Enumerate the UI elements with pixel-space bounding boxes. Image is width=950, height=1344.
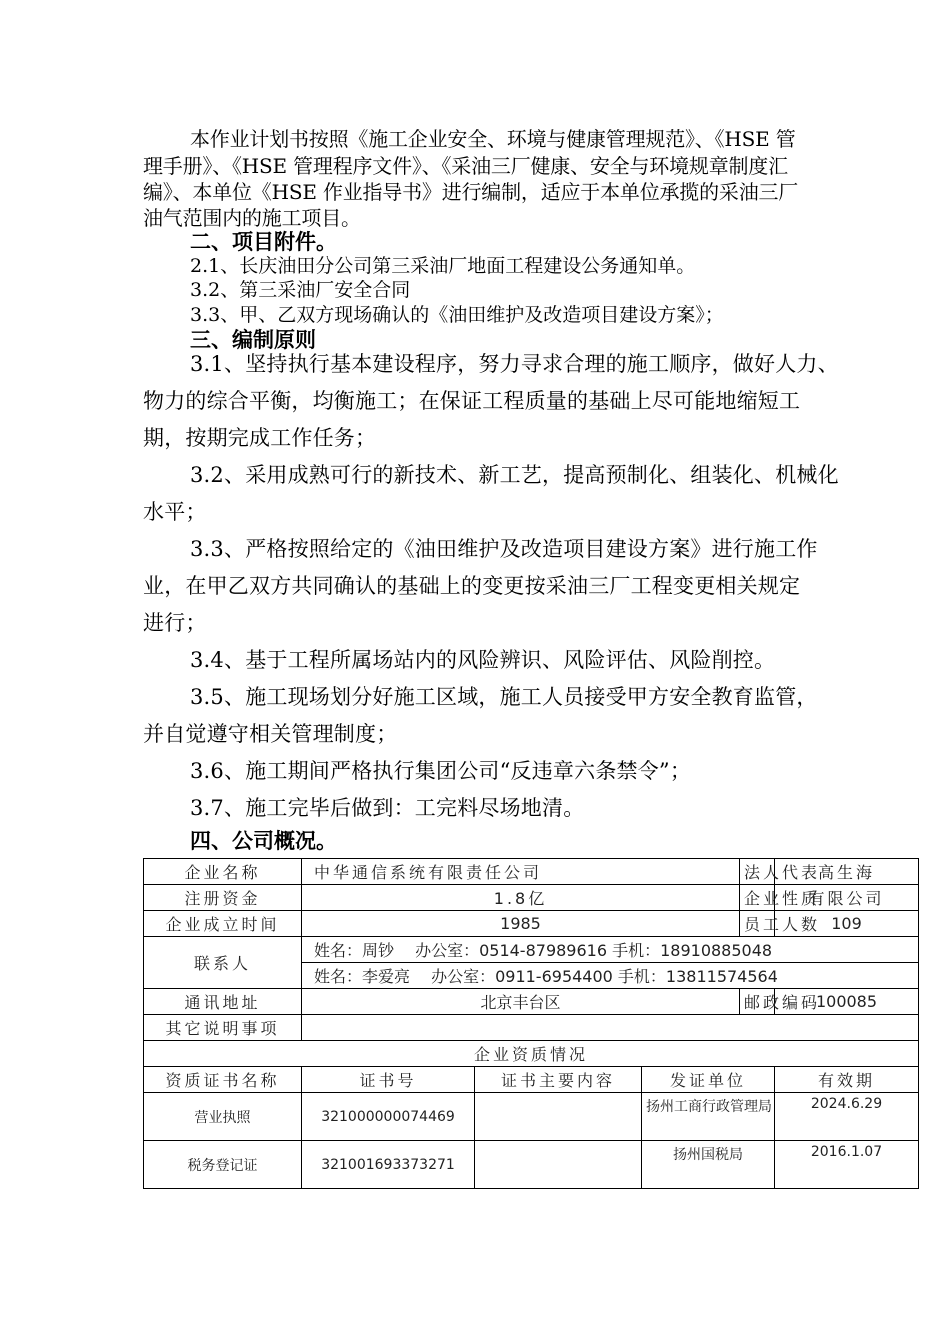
capital-label: 注册资金 xyxy=(144,885,302,911)
other-notes-label: 其它说明事项 xyxy=(144,1015,302,1041)
company-name-value: 中华通信系统有限责任公司 xyxy=(302,859,740,885)
intro-line-1: 本作业计划书按照《施工企业安全、环境与健康管理规范》、《HSE 管 xyxy=(190,127,796,151)
company-info-table xyxy=(143,858,919,1189)
intro-line-4: 油气范围内的施工项目。 xyxy=(143,206,361,230)
section-4-heading: 四、公司概况。 xyxy=(190,829,337,853)
staff-value: 109 xyxy=(775,911,919,937)
qual-header-name: 资质证书名称 xyxy=(144,1067,302,1093)
qual-header-valid: 有效期 xyxy=(775,1067,919,1093)
section-3-line: 水平； xyxy=(143,500,207,524)
section-3-line: 期，按期完成工作任务； xyxy=(143,426,377,450)
qual-cert-valid: 2016.1.07 xyxy=(775,1141,919,1189)
section-3-line: 业，在甲乙双方共同确认的基础上的变更按采油三厂工程变更相关规定 xyxy=(143,574,801,598)
qual-cert-content xyxy=(475,1141,642,1189)
qualification-title: 企业资质情况 xyxy=(144,1041,919,1067)
postcode-label: 邮政编码 xyxy=(740,989,775,1015)
section-2-heading: 二、项目附件。 xyxy=(190,230,337,254)
company-name-label: 企业名称 xyxy=(144,859,302,885)
intro-line-2: 理手册》、《HSE 管理程序文件》、《采油三厂健康、安全与环境规章制度汇 xyxy=(143,154,788,178)
section-3-line: 3.5、施工现场划分好施工区域，施工人员接受甲方安全教育监管， xyxy=(190,685,818,709)
section-3-line: 3.7、施工完毕后做到：工完料尽场地清。 xyxy=(190,796,585,820)
table-row xyxy=(144,1093,919,1141)
qual-header-issuer: 发证单位 xyxy=(642,1067,775,1093)
qual-cert-name: 税务登记证 xyxy=(144,1141,302,1189)
qual-header-number: 证书号 xyxy=(302,1067,475,1093)
founded-value: 1985 xyxy=(302,911,740,937)
section-3-line: 物力的综合平衡，均衡施工；在保证工程质量的基础上尽可能地缩短工 xyxy=(143,389,801,413)
section-2-item: 3.2、第三采油厂安全合同 xyxy=(190,279,411,301)
postcode-value: 100085 xyxy=(775,989,919,1015)
staff-label: 员工人数 xyxy=(740,911,775,937)
qual-cert-name: 营业执照 xyxy=(144,1093,302,1141)
address-label: 通讯地址 xyxy=(144,989,302,1015)
legal-rep-label: 法人代表 xyxy=(740,859,775,885)
section-3-line: 3.3、严格按照给定的《油田维护及改造项目建设方案》进行施工作 xyxy=(190,537,818,561)
section-3-line: 3.2、采用成熟可行的新技术、新工艺，提高预制化、组装化、机械化 xyxy=(190,463,839,487)
qual-cert-number: 321000000074469 xyxy=(302,1093,475,1141)
section-2-item: 3.3、甲、乙双方现场确认的《油田维护及改造项目建设方案》； xyxy=(190,304,724,326)
contact-person-2: 姓名：李爱亮 办公室：0911-6954400 手机：13811574564 xyxy=(302,963,919,989)
section-2-item: 2.1、长庆油田分公司第三采油厂地面工程建设公务通知单。 xyxy=(190,255,696,277)
nature-label: 企业性质 xyxy=(740,885,775,911)
table-row xyxy=(144,1141,919,1189)
qual-cert-content xyxy=(475,1093,642,1141)
qual-cert-valid: 2024.6.29 xyxy=(775,1093,919,1141)
intro-line-3: 编》、本单位《HSE 作业指导书》进行编制，适应于本单位承揽的采油三厂 xyxy=(143,180,799,204)
section-3-line: 3.4、基于工程所属场站内的风险辨识、风险评估、风险削控。 xyxy=(190,648,776,672)
other-notes-value xyxy=(302,1015,919,1041)
section-3-heading: 三、编制原则 xyxy=(190,328,316,352)
section-3-line: 进行； xyxy=(143,611,207,635)
qual-cert-issuer: 扬州工商行政管理局 xyxy=(642,1093,775,1141)
qual-cert-number: 321001693373271 xyxy=(302,1141,475,1189)
contact-person-1: 姓名：周钞 办公室：0514-87989616 手机：18910885048 xyxy=(302,937,919,963)
section-3-line: 3.1、坚持执行基本建设程序，努力寻求合理的施工顺序，做好人力、 xyxy=(190,352,839,376)
qual-header-content: 证书主要内容 xyxy=(475,1067,642,1093)
contact-label: 联系人 xyxy=(144,937,302,989)
qual-cert-issuer: 扬州国税局 xyxy=(642,1141,775,1189)
legal-rep-value: 高生海 xyxy=(775,859,919,885)
section-3-line: 并自觉遵守相关管理制度； xyxy=(143,722,398,746)
nature-value: 有限公司 xyxy=(775,885,919,911)
capital-value: 1.8亿 xyxy=(302,885,740,911)
founded-label: 企业成立时间 xyxy=(144,911,302,937)
address-value: 北京丰台区 xyxy=(302,989,740,1015)
section-3-line: 3.6、施工期间严格执行集团公司“反违章六条禁令”； xyxy=(190,759,692,783)
